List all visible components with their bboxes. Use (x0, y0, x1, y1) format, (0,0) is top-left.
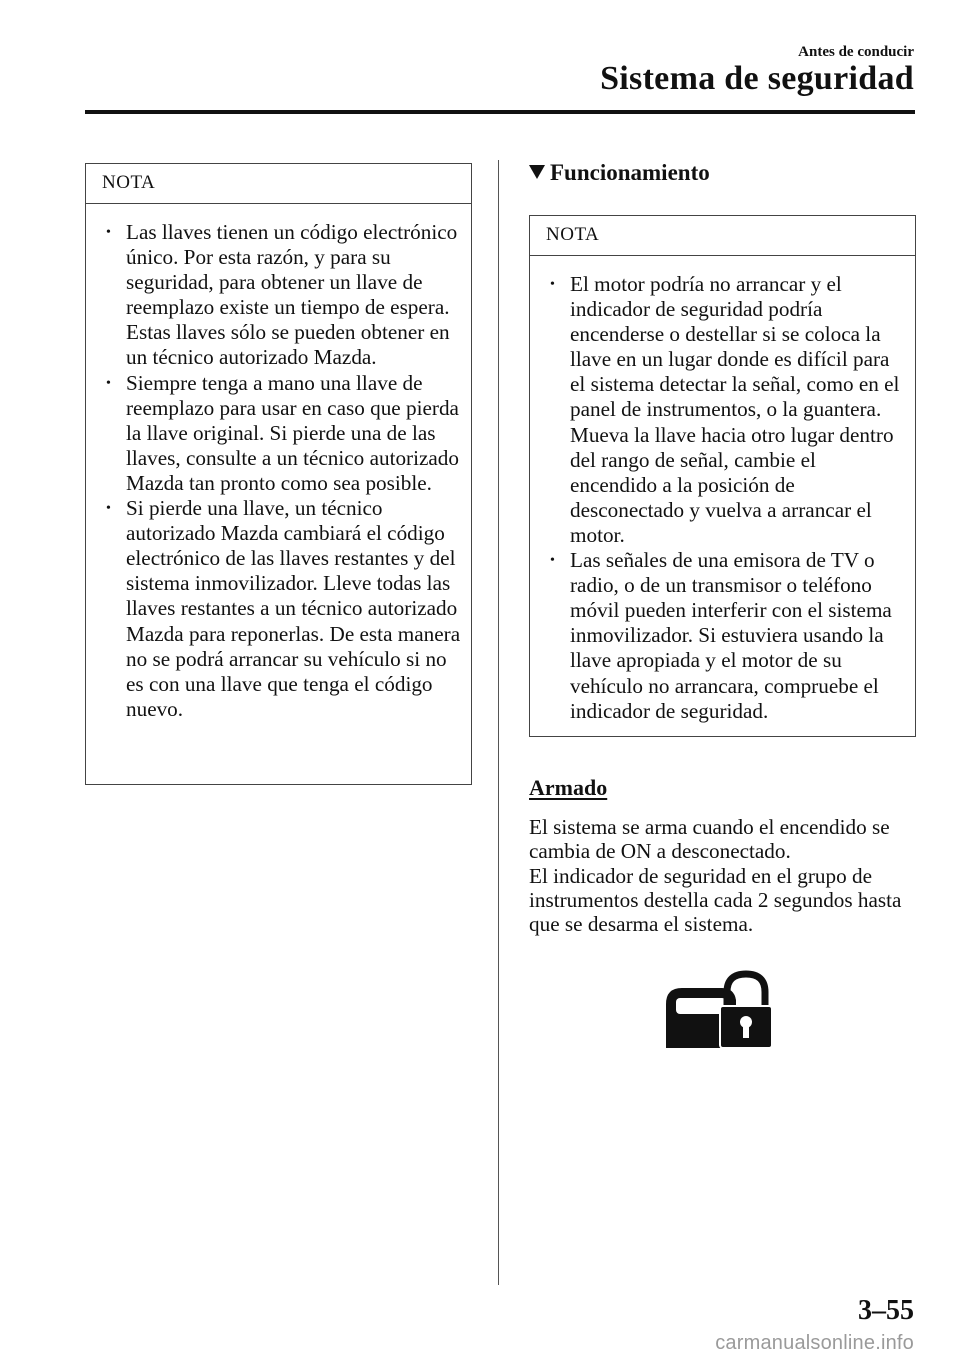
armado-heading: Armado (529, 775, 608, 800)
paragraph: El sistema se arma cuando el encendido se cambia de ON a desconectado. (529, 815, 890, 864)
header-section-label: Antes de conducir (798, 44, 914, 60)
triangle-down-icon (529, 165, 545, 179)
section-heading (529, 160, 710, 186)
note-item: • Si pierde una llave, un técnico autorizado Mazda cambiará el código electrónico de las llaves restantes y del sistema inmovilizador. Lleve todas las llaves restantes a un técnico autorizado Mazda para reponerlas. De esta manera no se podrá arrancar su vehículo si no es con una llave que tenga el código nuevo. (100, 496, 463, 722)
column-divider (498, 160, 499, 1285)
note-list (86, 204, 471, 728)
note-item: • Siempre tenga a mano una llave de reemplazo para usar en caso que pierda la llave original. Si pierde una de las llaves, consulte a un técnico autorizado Mazda tan pronto como sea posible. (100, 371, 463, 496)
header-rule (85, 110, 915, 114)
note-list (530, 256, 915, 730)
note-label: NOTA (86, 164, 471, 204)
security-indicator-icon (664, 970, 774, 1055)
page-number: 3–55 (858, 1295, 914, 1326)
note-item: • Las señales de una emisora de TV o radio, o de un transmisor o teléfono móvil pueden interferir con el sistema inmovilizador. Si estuviera usando la llave apropiada y el motor de su vehículo no arrancara, compruebe el indicador de seguridad. (544, 548, 907, 724)
paragraph: El indicador de seguridad en el grupo de instrumentos destella cada 2 segundos hasta que se desarma el sistema. (529, 863, 902, 937)
note-item: • El motor podría no arrancar y el indicador de seguridad podría encenderse o destellar si se coloca la llave en un lugar donde es difícil para el sistema detectar la señal, como en el panel de instrumentos, o la guantera. Mueva la llave hacia otro lugar dentro del rango de señal, cambie el encendido a la posición de desconectado y vuelva a arrancar el motor. (544, 272, 907, 548)
section-heading-text: Funcionamiento (550, 160, 710, 185)
note-label: NOTA (530, 216, 915, 256)
note-item: • Las llaves tienen un código electrónico único. Por esta razón, y para su seguridad, para obtener un llave de reemplazo existe un tiempo de espera. Estas llaves sólo se pueden obtener en un técnico autorizado Mazda. (100, 220, 463, 371)
note-box-left (85, 163, 472, 785)
note-box-right (529, 215, 916, 737)
armado-body (529, 815, 919, 936)
watermark: carmanualsonline.info (715, 1332, 914, 1354)
page-title: Sistema de seguridad (600, 60, 914, 97)
